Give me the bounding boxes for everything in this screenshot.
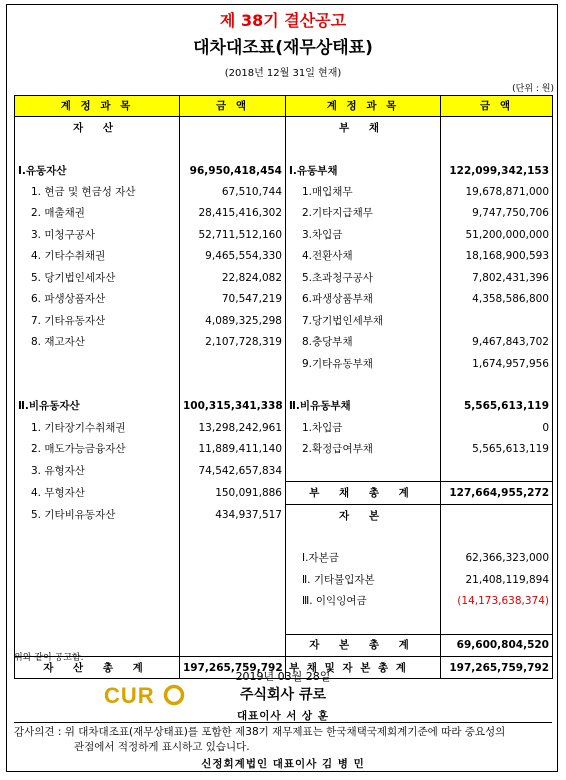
- asset-account-cell: [15, 612, 180, 634]
- liability-account-cell: 7.당기법인세부채: [286, 310, 441, 331]
- table-row: [15, 310, 553, 331]
- liability-account-cell: 부 채 총 계: [286, 482, 441, 504]
- liability-amount-cell: 69,600,804,520: [441, 634, 553, 656]
- liability-amount-cell: [441, 460, 553, 482]
- asset-amount-cell: 67,510,744: [180, 181, 286, 202]
- table-row: [15, 246, 553, 267]
- audit-opinion: [14, 722, 552, 755]
- asset-account-cell: 7. 기타유동자산: [15, 310, 180, 331]
- asset-account-cell: [15, 138, 180, 159]
- liability-account-cell: [286, 612, 441, 634]
- liability-amount-cell: 19,678,871,000: [441, 181, 553, 202]
- asset-account-cell: 3. 유형자산: [15, 460, 180, 482]
- table-row: [15, 482, 553, 504]
- asset-account-cell: [15, 569, 180, 590]
- asset-amount-cell: 11,889,411,140: [180, 439, 286, 460]
- liability-amount-cell: 5,565,613,119: [441, 439, 553, 460]
- notice-statement: 위와 같이 공고함.: [14, 653, 84, 663]
- liability-amount-cell: 51,200,000,000: [441, 224, 553, 245]
- liability-amount-cell: 9,747,750,706: [441, 203, 553, 224]
- liability-amount-cell: 7,802,431,396: [441, 267, 553, 288]
- table-row: [15, 504, 553, 526]
- asset-account-cell: [15, 526, 180, 547]
- asset-amount-cell: 96,950,418,454: [180, 160, 286, 181]
- asset-account-cell: 4. 기타수취채권: [15, 246, 180, 267]
- asset-amount-cell: 100,315,341,338: [180, 396, 286, 417]
- table-row: [15, 374, 553, 395]
- asset-account-cell: 6. 파생상품자산: [15, 289, 180, 310]
- asset-amount-cell: 2,107,728,319: [180, 331, 286, 352]
- liability-account-cell: 1.매입채무: [286, 181, 441, 202]
- asset-account-cell: [15, 353, 180, 374]
- liability-account-cell: 2.기타지급채무: [286, 203, 441, 224]
- col-header-amount-right: 금 액: [441, 96, 553, 117]
- table-row: [15, 634, 553, 656]
- asset-amount-cell: 22,824,082: [180, 267, 286, 288]
- liability-account-cell: 3.차입금: [286, 224, 441, 245]
- asset-amount-cell: 70,547,219: [180, 289, 286, 310]
- table-row: [15, 117, 553, 139]
- liability-account-cell: [286, 138, 441, 159]
- liability-amount-cell: 21,408,119,894: [441, 569, 553, 590]
- liability-account-cell: 자 본 총 계: [286, 634, 441, 656]
- table-row: [15, 203, 553, 224]
- col-header-account: 계 정 과 목: [15, 96, 180, 117]
- table-row: [15, 331, 553, 352]
- liability-amount-cell: 5,565,613,119: [441, 396, 553, 417]
- liability-account-cell: Ⅱ.비유동부채: [286, 396, 441, 417]
- liability-account-cell: 8.충당부채: [286, 331, 441, 352]
- liability-account-cell: Ⅲ. 이익잉여금: [286, 591, 441, 612]
- liability-account-cell: 6.파생상품부채: [286, 289, 441, 310]
- table-row: [15, 417, 553, 438]
- table-row: [15, 548, 553, 569]
- liability-account-cell: Ⅰ.자본금: [286, 548, 441, 569]
- total-liabilities-equity-value: 197,265,759,792: [441, 656, 553, 678]
- liability-amount-cell: (14,173,638,374): [441, 591, 553, 612]
- asset-account-cell: Ⅱ.비유동자산: [15, 396, 180, 417]
- asset-amount-cell: [180, 591, 286, 612]
- liability-account-cell: 2.확정급여부채: [286, 439, 441, 460]
- asset-amount-cell: [180, 634, 286, 656]
- liability-amount-cell: [441, 612, 553, 634]
- total-assets-label: 자 산 총 계: [15, 656, 180, 678]
- asset-amount-cell: [180, 138, 286, 159]
- col-header-account-right: 계 정 과 목: [286, 96, 441, 117]
- liability-amount-cell: 127,664,955,272: [441, 482, 553, 504]
- liability-amount-cell: [441, 310, 553, 331]
- asset-amount-cell: 434,937,517: [180, 504, 286, 526]
- asset-account-cell: 1. 기타장기수취채권: [15, 417, 180, 438]
- asset-account-cell: [15, 374, 180, 395]
- asset-account-cell: 3. 미청구공사: [15, 224, 180, 245]
- asset-amount-cell: [180, 374, 286, 395]
- liability-account-cell: 9.기타유동부채: [286, 353, 441, 374]
- asset-account-cell: 2. 매도가능금융자산: [15, 439, 180, 460]
- audit-opinion-line1: 감사의견 : 위 대차대조표(재무상태표)를 포함한 제38기 재무제표는 한국채택국제회계기준에 따라 중요성의: [14, 726, 506, 738]
- liability-amount-cell: 18,168,900,593: [441, 246, 553, 267]
- table-row: [15, 591, 553, 612]
- asset-account-cell: [15, 548, 180, 569]
- asset-account-cell: 2. 매출채권: [15, 203, 180, 224]
- asset-account-cell: 5. 기타비유동자산: [15, 504, 180, 526]
- total-liabilities-equity-label: 부 채 및 자 본 총 계: [286, 656, 441, 678]
- svg-text:CUR: CUR: [104, 683, 155, 707]
- asset-account-cell: 8. 재고자산: [15, 331, 180, 352]
- asset-account-cell: Ⅰ.유동자산: [15, 160, 180, 181]
- asset-amount-cell: [180, 117, 286, 139]
- col-header-amount: 금 액: [180, 96, 286, 117]
- asset-account-cell: [15, 591, 180, 612]
- table-row: [15, 267, 553, 288]
- liability-account-cell: 부 채: [286, 117, 441, 139]
- table-row: [15, 460, 553, 482]
- asset-amount-cell: 4,089,325,298: [180, 310, 286, 331]
- auditor-signature: 신정회계법인 대표이사 김 병 민: [201, 758, 365, 770]
- audit-opinion-line2: 관점에서 적정하게 표시하고 있습니다.: [74, 741, 250, 753]
- liability-amount-cell: 9,467,843,702: [441, 331, 553, 352]
- liability-amount-cell: [441, 117, 553, 139]
- asset-amount-cell: [180, 526, 286, 547]
- asset-amount-cell: 28,415,416,302: [180, 203, 286, 224]
- liability-account-cell: 자 본: [286, 504, 441, 526]
- asset-amount-cell: [180, 612, 286, 634]
- liability-amount-cell: 62,366,323,000: [441, 548, 553, 569]
- statement-title: 대차대조표(재무상태표): [193, 38, 373, 58]
- table-row: [15, 439, 553, 460]
- liability-account-cell: Ⅰ.유동부채: [286, 160, 441, 181]
- liability-account-cell: 4.전환사채: [286, 246, 441, 267]
- liability-account-cell: [286, 526, 441, 547]
- table-row: [15, 160, 553, 181]
- liability-amount-cell: 4,358,586,800: [441, 289, 553, 310]
- liability-account-cell: 5.초과청구공사: [286, 267, 441, 288]
- asset-amount-cell: [180, 548, 286, 569]
- liability-account-cell: 1.차입금: [286, 417, 441, 438]
- asset-account-cell: 4. 무형자산: [15, 482, 180, 504]
- asset-amount-cell: 13,298,242,961: [180, 417, 286, 438]
- liability-account-cell: Ⅱ. 기타불입자본: [286, 569, 441, 590]
- company-name: 주식회사 큐로: [239, 687, 327, 703]
- table-row: [15, 224, 553, 245]
- asset-account-cell: 5. 당기법인세자산: [15, 267, 180, 288]
- unit-note: (단위 : 원): [512, 84, 554, 94]
- liability-amount-cell: [441, 138, 553, 159]
- liability-amount-cell: 122,099,342,153: [441, 160, 553, 181]
- liability-amount-cell: 1,674,957,956: [441, 353, 553, 374]
- liability-amount-cell: [441, 504, 553, 526]
- notice-date: 2019년 03월 28일: [235, 670, 331, 683]
- table-row: [15, 396, 553, 417]
- liability-amount-cell: [441, 374, 553, 395]
- table-row: [15, 289, 553, 310]
- table-row: [15, 353, 553, 374]
- liability-amount-cell: [441, 526, 553, 547]
- statement-date: (2018년 12월 31일 현재): [224, 68, 342, 79]
- asset-amount-cell: 74,542,657,834: [180, 460, 286, 482]
- asset-account-cell: 1. 현금 및 현금성 자산: [15, 181, 180, 202]
- asset-amount-cell: [180, 353, 286, 374]
- asset-amount-cell: 9,465,554,330: [180, 246, 286, 267]
- asset-amount-cell: 52,711,512,160: [180, 224, 286, 245]
- ceo-name: 대표이사 서 상 훈: [237, 710, 329, 722]
- table-row: [15, 526, 553, 547]
- notice-title: 제 38기 결산공고: [219, 11, 347, 30]
- table-row: [15, 138, 553, 159]
- liability-account-cell: [286, 460, 441, 482]
- table-header-row: [15, 96, 553, 117]
- balance-sheet-table: [14, 95, 553, 679]
- asset-account-cell: 자 산: [15, 117, 180, 139]
- table-row: [15, 181, 553, 202]
- liability-amount-cell: 0: [441, 417, 553, 438]
- asset-amount-cell: 150,091,886: [180, 482, 286, 504]
- table-row: [15, 612, 553, 634]
- total-assets-value: 197,265,759,792: [180, 656, 286, 678]
- asset-amount-cell: [180, 569, 286, 590]
- liability-account-cell: [286, 374, 441, 395]
- table-row: [15, 569, 553, 590]
